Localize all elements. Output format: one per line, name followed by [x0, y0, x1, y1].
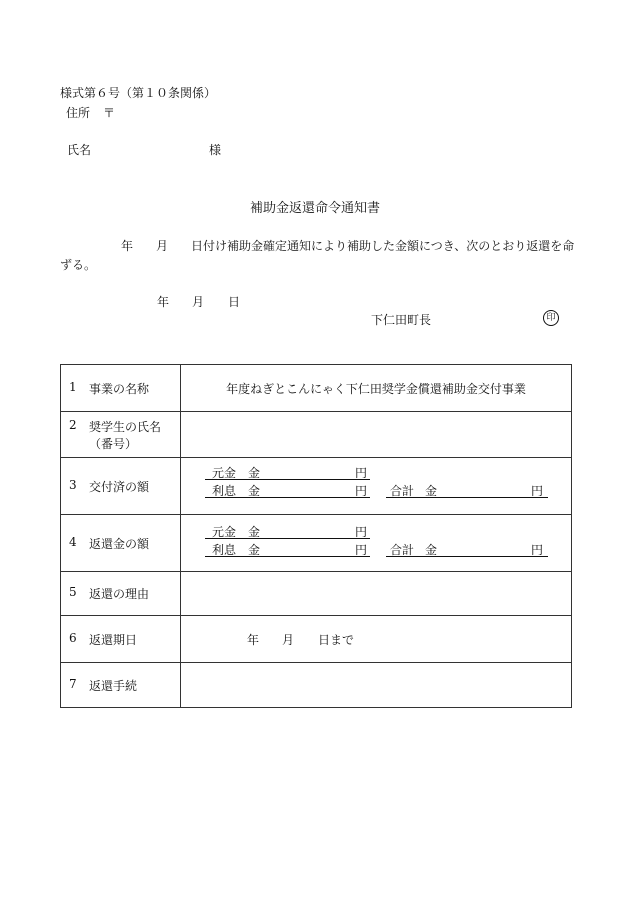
seal-mark: 印	[543, 310, 559, 326]
total-yen: 円	[531, 484, 544, 498]
table-row	[61, 458, 572, 515]
total-label: 合計	[390, 543, 415, 557]
principal-kin: 金	[248, 466, 261, 480]
honorific: 様	[209, 143, 222, 157]
name-label: 氏名	[67, 143, 92, 157]
row-label-subtext: （番号）	[89, 436, 138, 451]
granted-amount-cell	[181, 458, 572, 515]
row-number: 6	[69, 630, 77, 645]
refund-amount-cell	[181, 515, 572, 572]
interest-yen: 円	[355, 543, 368, 557]
table-row	[61, 412, 572, 458]
row-label	[61, 365, 181, 412]
total-kin: 金	[425, 543, 438, 557]
date-day: 日	[228, 295, 241, 309]
row-label	[61, 663, 181, 708]
row-number: 7	[69, 676, 77, 691]
table-row	[61, 515, 572, 572]
interest-yen: 円	[355, 484, 368, 498]
principal-kin: 金	[248, 525, 261, 539]
row-number: 2	[69, 417, 77, 432]
body-text-line1: 日付け補助金確定通知により補助した金額につき、次のとおり返還を命	[191, 239, 575, 253]
project-name-cell	[181, 365, 572, 412]
body-year: 年	[121, 239, 134, 253]
row-label-text: 事業の名称	[89, 381, 150, 396]
body-month: 月	[156, 239, 169, 253]
row-label-text: 交付済の額	[89, 479, 150, 494]
total-yen: 円	[531, 543, 544, 557]
principal-label: 元金	[212, 525, 237, 539]
principal-label: 元金	[212, 466, 237, 480]
interest-label: 利息	[212, 543, 237, 557]
form-number: 様式第６号（第１０条関係）	[60, 86, 217, 100]
postal-mark: 〒	[103, 106, 116, 120]
date-month: 月	[192, 295, 205, 309]
refund-procedure-cell	[181, 663, 572, 708]
table-row	[61, 663, 572, 708]
date-year: 年	[157, 295, 170, 309]
row-number: 4	[69, 534, 77, 549]
row-label	[61, 515, 181, 572]
row-label-text: 返還の理由	[89, 587, 150, 601]
body-text-line2: ずる。	[60, 258, 97, 272]
table-row	[61, 365, 572, 412]
due-month: 月	[282, 633, 295, 647]
row-number: 5	[69, 585, 77, 599]
due-year: 年	[247, 633, 260, 647]
student-name-cell	[181, 412, 572, 458]
row-label-text: 返還金の額	[89, 536, 150, 551]
total-kin: 金	[425, 484, 438, 498]
issuer-title: 下仁田町長	[371, 313, 432, 327]
row-label-text: 返還期日	[89, 632, 138, 647]
row-label	[61, 458, 181, 515]
interest-kin: 金	[248, 543, 261, 557]
row-label-text: 奨学生の氏名	[89, 419, 162, 434]
refund-reason-cell	[181, 572, 572, 616]
row-number: 3	[69, 477, 77, 492]
principal-yen: 円	[355, 525, 368, 539]
row-label	[61, 616, 181, 663]
table-row	[61, 616, 572, 663]
due-date-cell	[181, 616, 572, 663]
row-label-text: 返還手続	[89, 678, 138, 693]
detail-table	[60, 364, 572, 708]
row-number: 1	[69, 379, 77, 394]
total-label: 合計	[390, 484, 415, 498]
document-title: 補助金返還命令通知書	[250, 201, 381, 216]
address-label: 住所	[66, 106, 91, 120]
project-name: 年度ねぎとこんにゃく下仁田奨学金償還補助金交付事業	[226, 381, 526, 396]
row-label	[61, 412, 181, 458]
principal-yen: 円	[355, 466, 368, 480]
interest-kin: 金	[248, 484, 261, 498]
due-until: 日まで	[318, 633, 355, 647]
interest-label: 利息	[212, 484, 237, 498]
table-row	[61, 572, 572, 616]
row-label	[61, 572, 181, 616]
